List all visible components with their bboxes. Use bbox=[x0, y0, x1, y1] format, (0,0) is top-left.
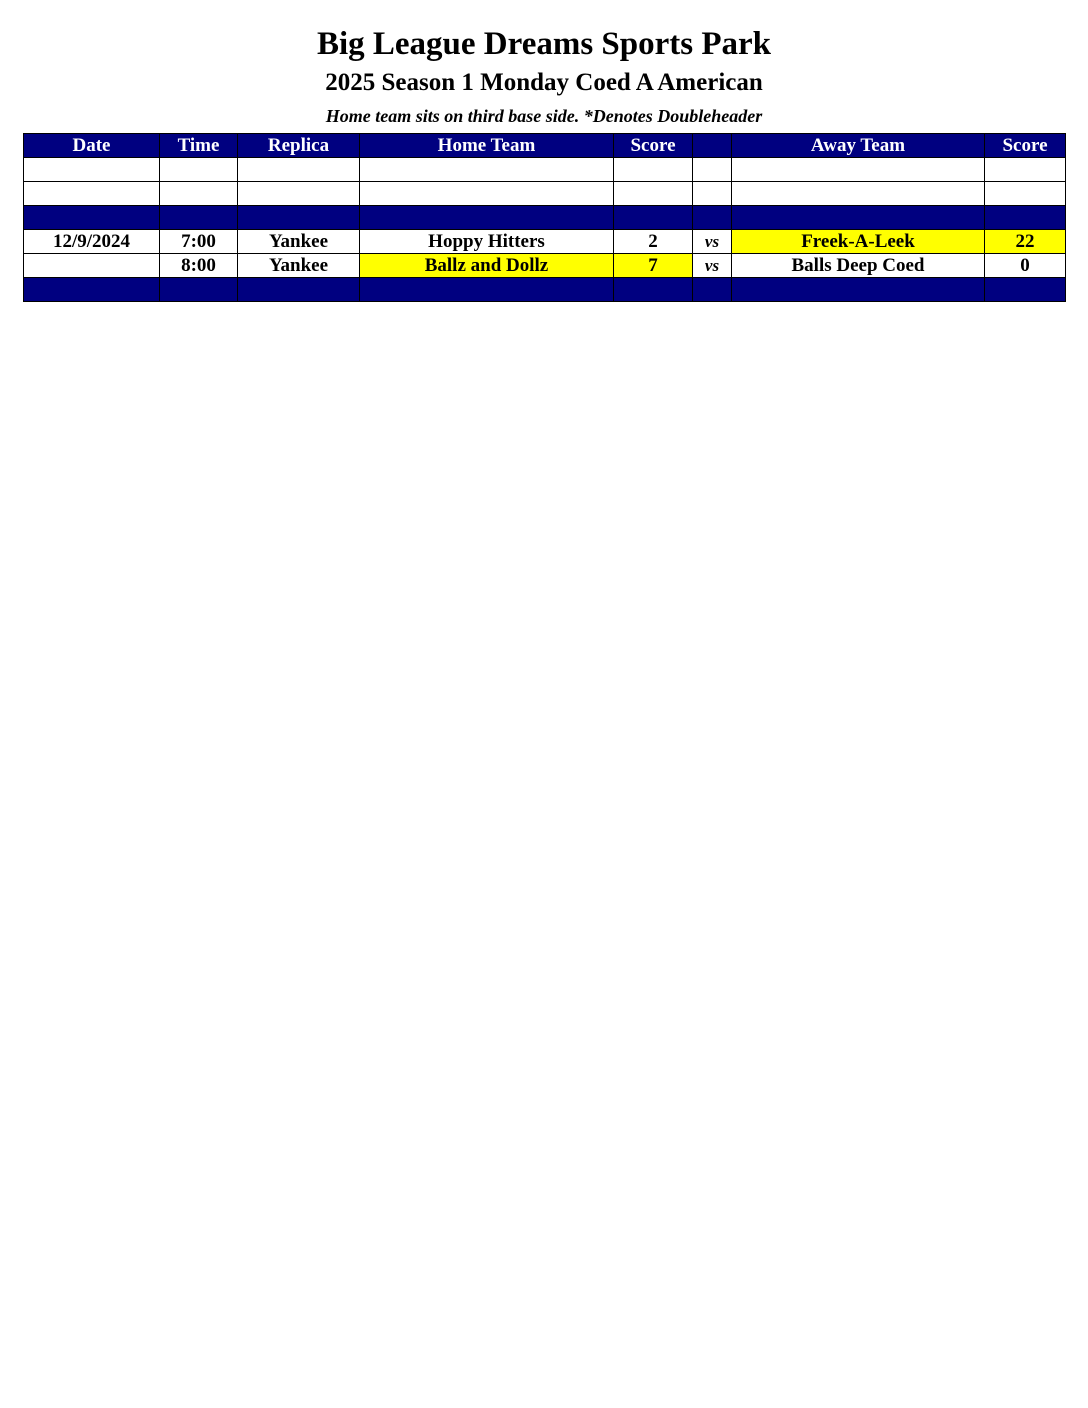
divider-cell bbox=[238, 278, 360, 302]
divider-cell bbox=[732, 206, 985, 230]
empty-cell bbox=[985, 158, 1066, 182]
empty-cell bbox=[614, 158, 693, 182]
page-title: Big League Dreams Sports Park bbox=[316, 26, 772, 62]
divider-cell bbox=[693, 206, 732, 230]
empty-cell bbox=[985, 182, 1066, 206]
column-header-time: Time bbox=[160, 134, 238, 158]
away-score: 22 bbox=[985, 230, 1066, 254]
divider-cell bbox=[693, 278, 732, 302]
away-team: Balls Deep Coed bbox=[732, 254, 985, 278]
divider-cell bbox=[160, 206, 238, 230]
game-row bbox=[24, 230, 1066, 254]
week-divider-row bbox=[24, 206, 1066, 230]
divider-cell bbox=[614, 206, 693, 230]
empty-row bbox=[24, 158, 1066, 182]
divider-cell bbox=[360, 278, 614, 302]
game-time: 8:00 bbox=[160, 254, 238, 278]
league-subtitle: 2025 Season 1 Monday Coed A American bbox=[325, 69, 763, 96]
divider-cell bbox=[24, 206, 160, 230]
vs-label: vs bbox=[693, 254, 732, 278]
divider-cell bbox=[24, 278, 160, 302]
empty-cell bbox=[732, 158, 985, 182]
home-team: Hoppy Hitters bbox=[360, 230, 614, 254]
divider-cell bbox=[614, 278, 693, 302]
column-header-date: Date bbox=[24, 134, 160, 158]
column-header-replica: Replica bbox=[238, 134, 360, 158]
column-header-away-score: Score bbox=[985, 134, 1066, 158]
game-row bbox=[24, 254, 1066, 278]
home-score: 7 bbox=[614, 254, 693, 278]
home-team: Ballz and Dollz bbox=[360, 254, 614, 278]
home-score: 2 bbox=[614, 230, 693, 254]
game-time: 7:00 bbox=[160, 230, 238, 254]
empty-cell bbox=[732, 182, 985, 206]
divider-cell bbox=[732, 278, 985, 302]
schedule-note: Home team sits on third base side. *Denotes Doubleheader bbox=[325, 106, 763, 126]
empty-cell bbox=[360, 158, 614, 182]
column-header-home-score: Score bbox=[614, 134, 693, 158]
away-team: Freek-A-Leek bbox=[732, 230, 985, 254]
divider-cell bbox=[160, 278, 238, 302]
vs-label: vs bbox=[693, 230, 732, 254]
divider-cell bbox=[238, 206, 360, 230]
game-field: Yankee bbox=[238, 254, 360, 278]
empty-cell bbox=[24, 158, 160, 182]
empty-row bbox=[24, 182, 1066, 206]
empty-cell bbox=[614, 182, 693, 206]
column-header-home-team: Home Team bbox=[360, 134, 614, 158]
game-date: 12/9/2024 bbox=[24, 230, 160, 254]
empty-cell bbox=[693, 182, 732, 206]
week-divider-row bbox=[24, 278, 1066, 302]
table-header-row bbox=[24, 134, 1066, 158]
empty-cell bbox=[693, 158, 732, 182]
column-header-away-team: Away Team bbox=[732, 134, 985, 158]
game-date bbox=[24, 254, 160, 278]
divider-cell bbox=[985, 206, 1066, 230]
empty-cell bbox=[360, 182, 614, 206]
divider-cell bbox=[985, 278, 1066, 302]
empty-cell bbox=[238, 182, 360, 206]
empty-cell bbox=[160, 182, 238, 206]
game-field: Yankee bbox=[238, 230, 360, 254]
column-header-vs bbox=[693, 134, 732, 158]
away-score: 0 bbox=[985, 254, 1066, 278]
empty-cell bbox=[160, 158, 238, 182]
schedule-table bbox=[23, 133, 1066, 302]
divider-cell bbox=[360, 206, 614, 230]
empty-cell bbox=[238, 158, 360, 182]
empty-cell bbox=[24, 182, 160, 206]
